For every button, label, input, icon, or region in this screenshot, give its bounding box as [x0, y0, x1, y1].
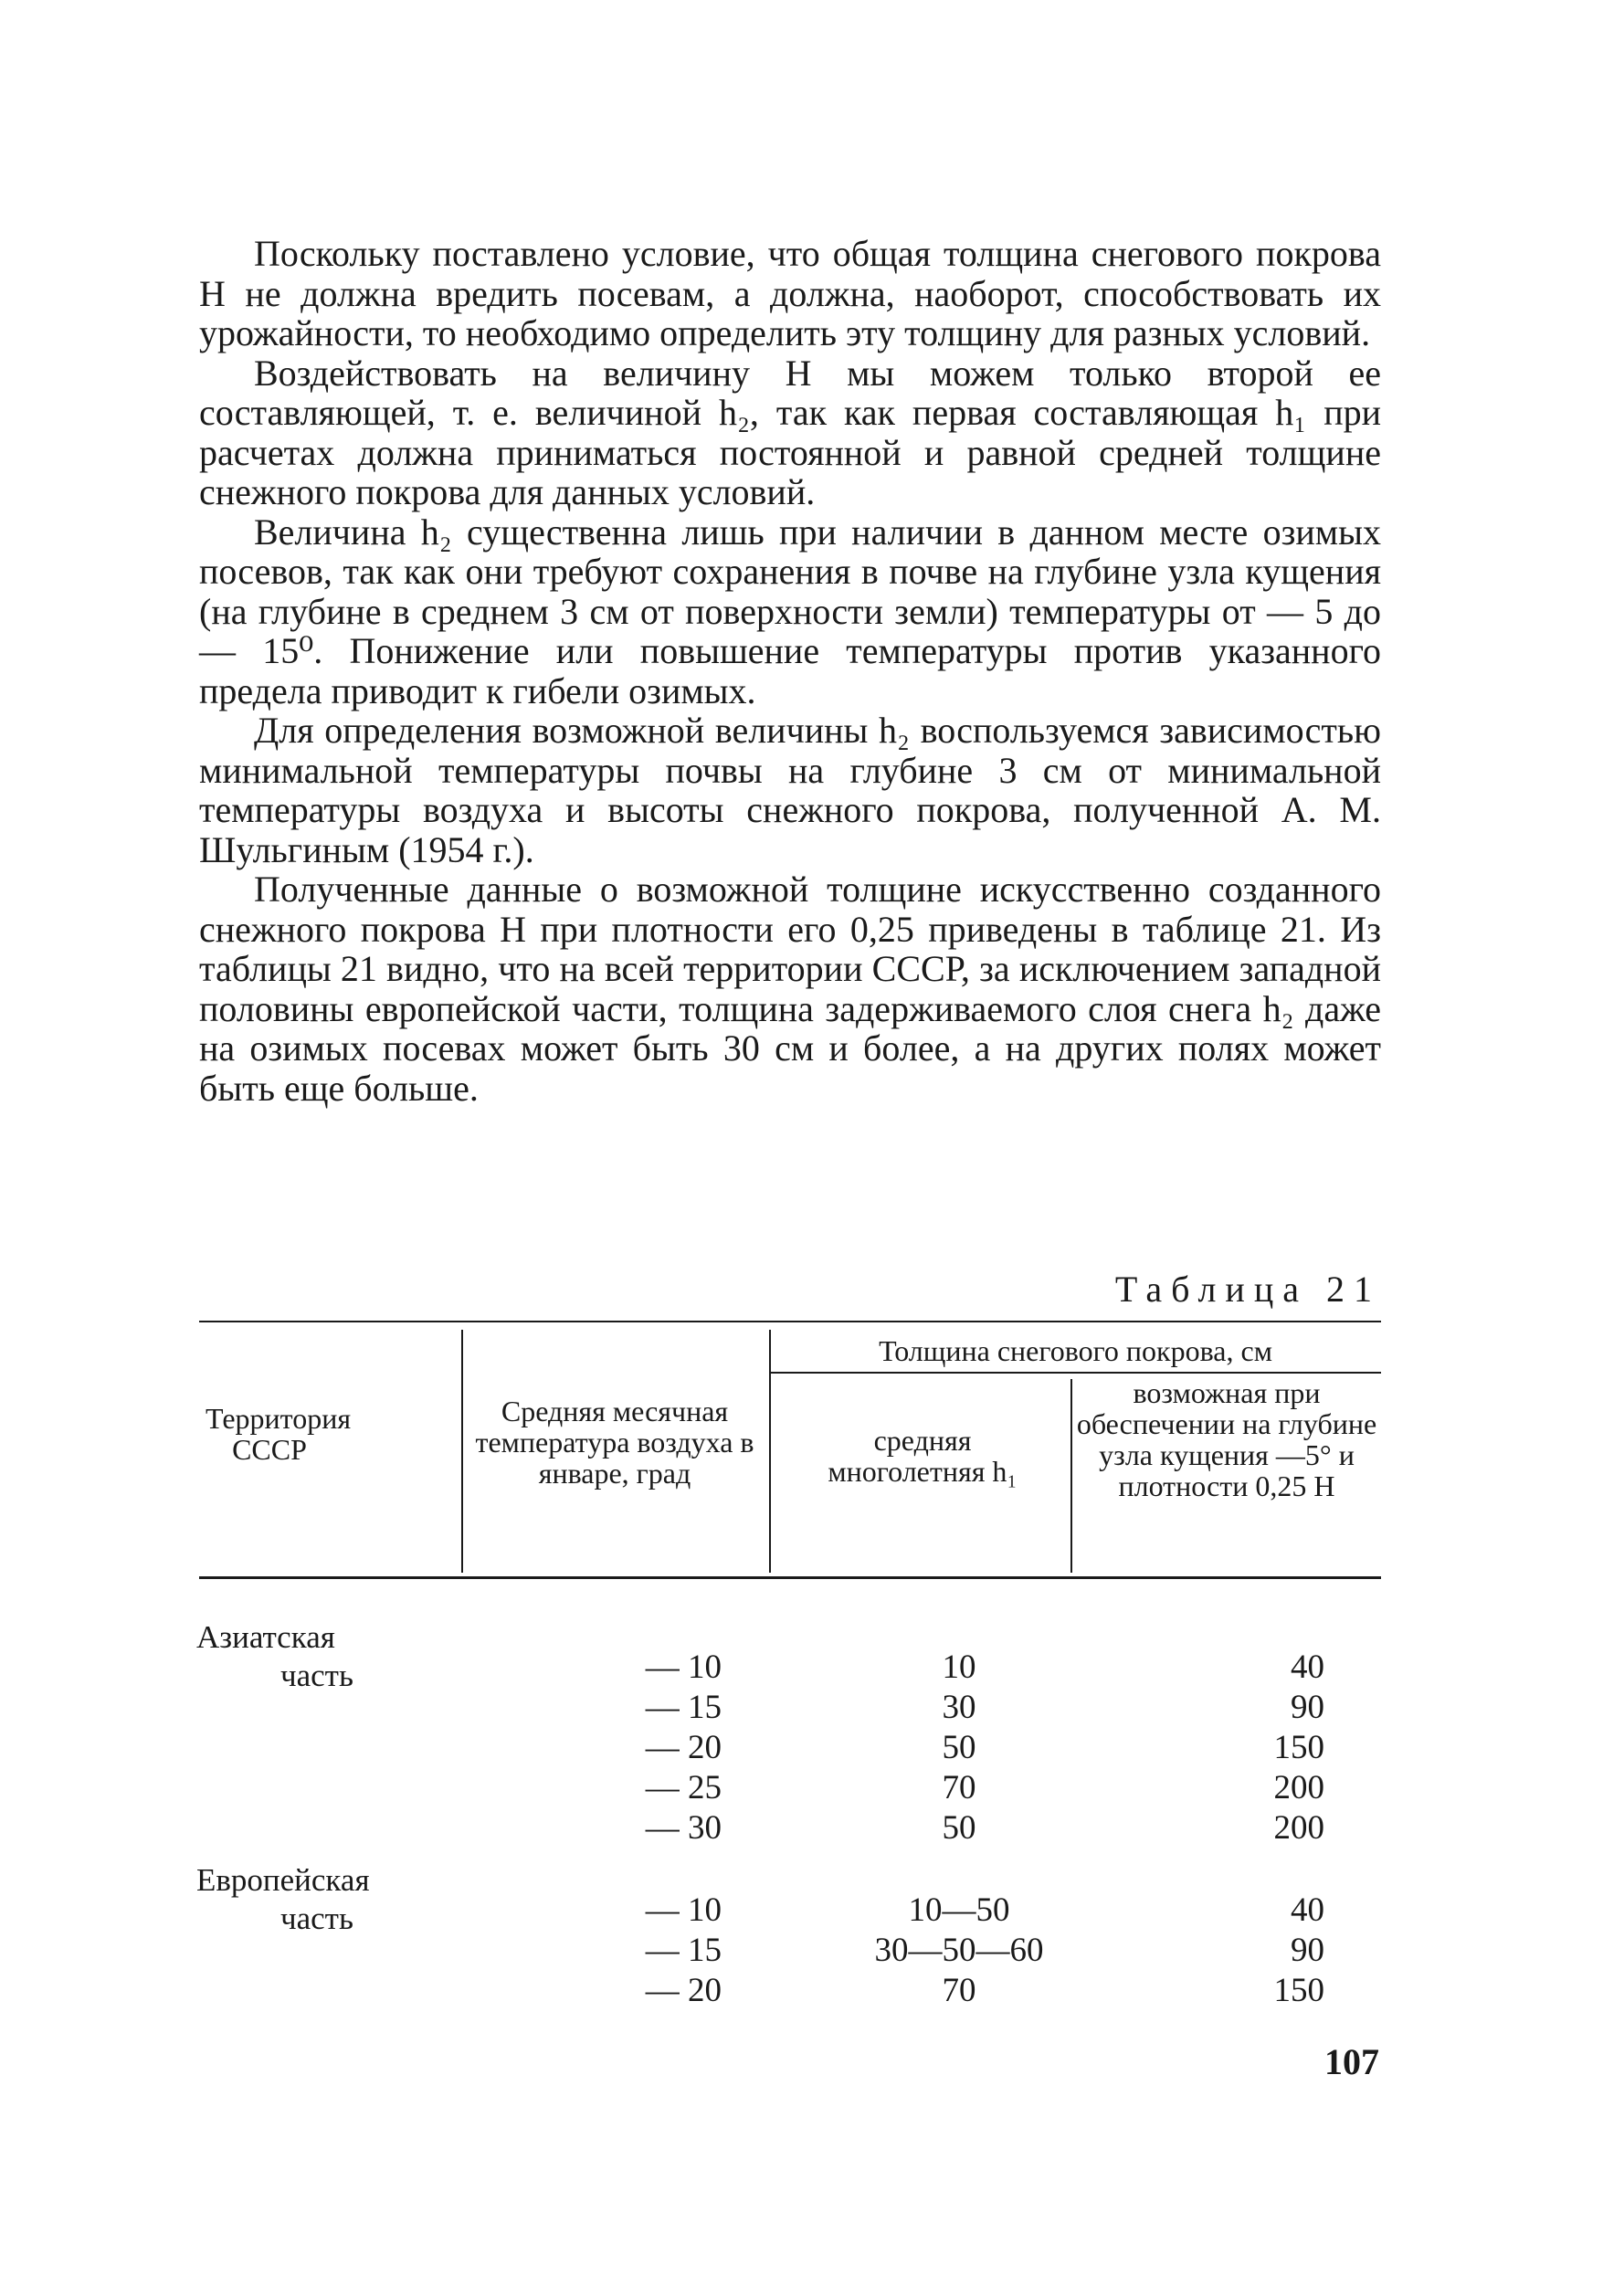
region-suffix: часть: [280, 1658, 353, 1693]
mean-cell: 30: [942, 1689, 976, 1726]
region-name: Европейская: [196, 1862, 370, 1898]
header-snow-group: Толщина снегового покрова, см: [879, 1334, 1272, 1367]
possible-cell: 90: [1291, 1689, 1324, 1726]
column-divider: [1070, 1379, 1072, 1573]
paragraph: Для определения возможной величины h₂ воспользуемся зависимостью минимальной температуры почвы на глубине 3 см от минимальной температуры воздуха и высоты снежного покрова, полученной А. М. Шульгиным (1954 г.).: [199, 710, 1381, 870]
temp-cell: — 25: [645, 1769, 722, 1806]
paragraph: Воздействовать на величину Н мы можем только второй ее составляющей, т. е. величиной h₂, так как первая составляющая h₁ при расчетах должна приниматься постоянной и равной средней толщине снежного покрова для данных условий.: [199, 352, 1381, 512]
column-divider: [769, 1330, 771, 1573]
header-bottom-rule: [199, 1576, 1381, 1579]
paragraph: Величина h₂ существенна лишь при наличии в данном месте озимых посевов, так как они требуют сохранения в почве на глубине узла кущения (на глубине в среднем 3 см от поверхности земли) температуры от — 5 до — 15⁰. Понижение или повышение температуры против указанного предела приводит к гибели озимых.: [199, 511, 1381, 711]
mean-cell: 50: [942, 1809, 976, 1847]
mean-cell: 10—50: [908, 1891, 1010, 1929]
possible-cell: 200: [1273, 1769, 1324, 1806]
possible-cell: 150: [1273, 1972, 1324, 2009]
temp-cell: — 10: [645, 1648, 722, 1686]
page-number: 107: [1324, 2041, 1379, 2082]
temp-cell: — 10: [645, 1891, 722, 1929]
header-group-rule: [769, 1372, 1381, 1374]
possible-cell: 90: [1291, 1932, 1324, 1969]
temp-cell: — 15: [645, 1932, 722, 1969]
header-possible: возможная при обеспечении на глубине узла кущения —5° и плотности 0,25 Н: [1076, 1376, 1377, 1502]
region-label: [196, 1861, 425, 1938]
mean-cell: 10: [942, 1648, 976, 1686]
header-mean: средняя многолетняя h₁: [828, 1424, 1018, 1488]
possible-cell: 200: [1273, 1809, 1324, 1847]
mean-cell: 30—50—60: [874, 1932, 1044, 1969]
mean-cell: 70: [942, 1769, 976, 1806]
temp-cell: — 30: [645, 1809, 722, 1847]
possible-cell: 150: [1273, 1729, 1324, 1766]
region-label: [196, 1618, 425, 1695]
body-text: [199, 234, 1381, 1108]
region-name: Азиатская: [196, 1619, 335, 1655]
region-suffix: часть: [280, 1901, 353, 1936]
temp-cell: — 20: [645, 1729, 722, 1766]
temp-cell: — 15: [645, 1689, 722, 1726]
header-temperature: Средняя месячная температура воздуха в январе, град: [475, 1395, 754, 1490]
table-caption: Таблица 21: [1114, 1269, 1381, 1310]
header-territory: Территория СССР: [206, 1402, 352, 1466]
column-divider: [461, 1330, 463, 1573]
temp-cell: — 20: [645, 1972, 722, 2009]
mean-cell: 70: [942, 1972, 976, 2009]
possible-cell: 40: [1291, 1648, 1324, 1686]
paragraph: Поскольку поставлено условие, что общая толщина снегового покрова Н не должна вредить посевам, а должна, наоборот, способствовать их урожайности, то необходимо определить эту толщину для разных условий.: [199, 233, 1381, 353]
possible-cell: 40: [1291, 1891, 1324, 1929]
table-top-rule: [199, 1321, 1381, 1322]
mean-cell: 50: [942, 1729, 976, 1766]
paragraph: Полученные данные о возможной толщине искусственно созданного снежного покрова Н при плотности его 0,25 приведены в таблице 21. Из таблицы 21 видно, что на всей территории СССР, за исключением западной половины европейской части, толщина задерживаемого слоя снега h₂ даже на озимых посевах может быть 30 см и более, а на других полях может быть еще больше.: [199, 869, 1381, 1109]
